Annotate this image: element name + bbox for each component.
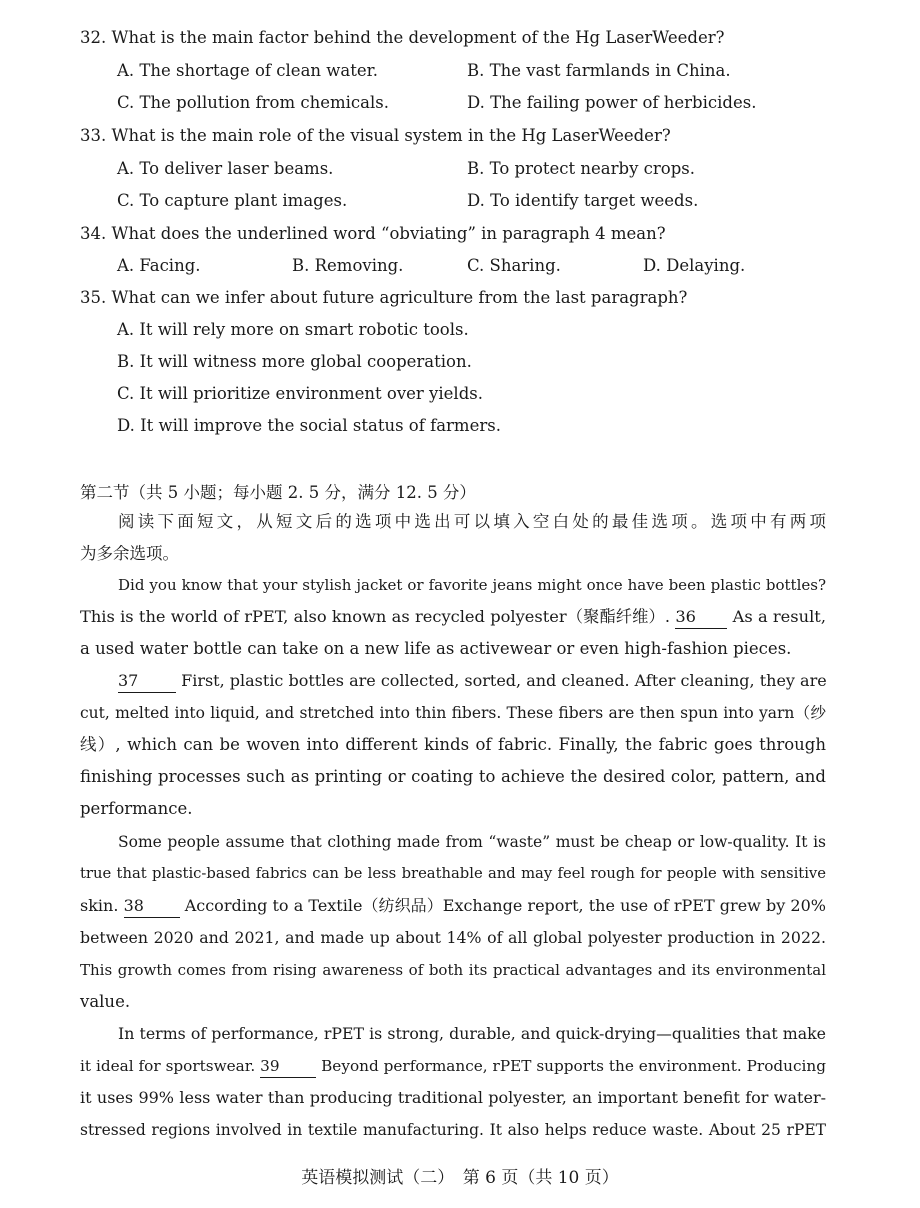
question-35 [80, 287, 687, 309]
blank-39: 39 [260, 1055, 316, 1078]
passage-line: This growth comes from rising awareness of both its practical advantages and its environmental [80, 961, 826, 979]
passage-line: In terms of performance, rPET is strong, durable, and quick-drying—qualities that make [118, 1024, 826, 1043]
passage-line: Did you know that your stylish jacket or favorite jeans might once have been plastic bottles? [118, 576, 826, 594]
option-a: A. It will rely more on smart robotic tools. [117, 320, 469, 339]
question-stem: What can we infer about future agriculture from the last paragraph? [111, 288, 688, 307]
blank-38: 38 [124, 895, 180, 918]
passage-text: First, plastic bottles are collected, sorted, and cleaned. After cleaning, they are [181, 671, 827, 690]
passage-line: performance. [80, 799, 193, 818]
option-a: A. The shortage of clean water. [117, 61, 378, 80]
section-instruction: 阅读下面短文，从短文后的选项中选出可以填入空白处的最佳选项。选项中有两项 [118, 512, 826, 531]
option-d: D. Delaying. [643, 256, 746, 275]
question-stem: What is the main factor behind the development of the Hg LaserWeeder? [111, 28, 725, 47]
option-d: D. The failing power of herbicides. [467, 93, 757, 112]
question-33 [80, 125, 671, 147]
option-c: C. To capture plant images. [117, 191, 348, 210]
passage-line: true that plastic-based fabrics can be less breathable and may feel rough for people with sensitive [80, 865, 826, 882]
passage-line: between 2020 and 2021, and made up about 14% of all global polyester production in 2022. [80, 928, 826, 947]
question-number: 32. [80, 28, 107, 47]
passage-line: 线）, which can be woven into different kinds of fabric. Finally, the fabric goes through [80, 735, 826, 754]
question-stem: What is the main role of the visual system in the Hg LaserWeeder? [111, 126, 671, 145]
section-title: 第二节（共 5 小题；每小题 2. 5 分，满分 12. 5 分） [80, 483, 476, 502]
question-number: 34. [80, 224, 107, 243]
passage-line: finishing processes such as printing or coating to achieve the desired color, pattern, and [80, 767, 826, 786]
question-number: 35. [80, 288, 107, 307]
option-b: B. The vast farmlands in China. [467, 61, 731, 80]
blank-37: 37 [118, 670, 176, 693]
option-b: B. It will witness more global cooperation. [117, 352, 472, 371]
passage-line [80, 606, 826, 629]
option-d: D. To identify target weeds. [467, 191, 699, 210]
option-d: D. It will improve the social status of farmers. [117, 416, 501, 435]
section-instruction-continued: 为多余选项。 [80, 544, 179, 563]
option-b: B. To protect nearby crops. [467, 159, 695, 178]
passage-text: Beyond performance, rPET supports the environment. Producing [321, 1057, 826, 1075]
option-c: C. It will prioritize environment over yields. [117, 384, 483, 403]
passage-line: a used water bottle can take on a new life as activewear or even high-fashion pieces. [80, 639, 792, 658]
passage-text: it ideal for sportswear. [80, 1057, 256, 1075]
passage-line [80, 1055, 826, 1078]
passage-line [118, 670, 826, 693]
question-stem: What does the underlined word “obviating” in paragraph 4 mean? [111, 224, 666, 243]
passage-line [80, 895, 826, 918]
passage-line: value. [80, 992, 131, 1011]
passage-line: it uses 99% less water than producing traditional polyester, an important benefit for water- [80, 1088, 826, 1107]
option-c: C. The pollution from chemicals. [117, 93, 390, 112]
option-a: A. To deliver laser beams. [117, 159, 334, 178]
option-b: B. Removing. [292, 256, 404, 275]
passage-line: cut, melted into liquid, and stretched into thin fibers. These fibers are then spun into yarn（纱 [80, 704, 826, 722]
question-32 [80, 27, 724, 49]
blank-36: 36 [675, 606, 727, 629]
passage-text: As a result, [732, 607, 826, 626]
passage-text: skin. [80, 896, 119, 915]
passage-text: According to a Textile（纺织品）Exchange report, the use of rPET grew by 20% [184, 896, 826, 915]
page-footer: 英语模拟测试（二） 第 6 页（共 10 页） [301, 1168, 619, 1188]
option-a: A. Facing. [117, 256, 201, 275]
question-number: 33. [80, 126, 107, 145]
passage-text: This is the world of rPET, also known as recycled polyester（聚酯纤维）. [80, 607, 671, 626]
passage-line: stressed regions involved in textile manufacturing. It also helps reduce waste. About 25 rPET [80, 1121, 826, 1139]
option-c: C. Sharing. [467, 256, 561, 275]
question-34 [80, 223, 666, 245]
passage-line: Some people assume that clothing made from “waste” must be cheap or low-quality. It is [118, 833, 826, 851]
